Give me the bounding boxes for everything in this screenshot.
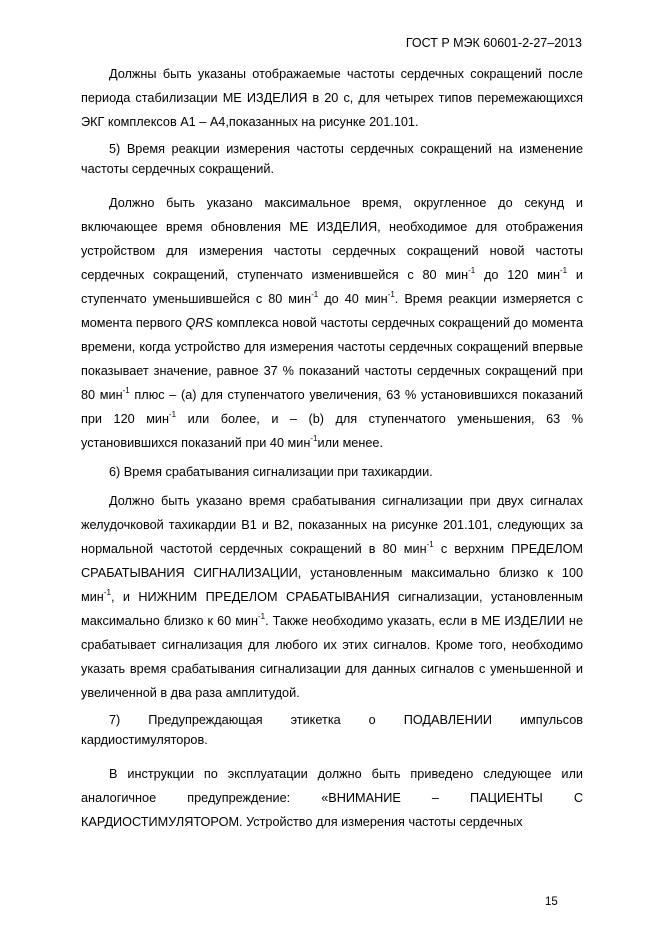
qrs-term: QRS (185, 316, 214, 330)
document-body (81, 62, 583, 839)
paragraph-response-time: Должно быть указано максимальное время, округленное до секунд и включающее время обновления МЕ ИЗДЕЛИЯ, необходимое для отображения устройством для измерения частоты сердечных сокращений новой частоты сердечных сокращений, ступенчато изменившейся с 80 мин$^{-1}$ до 120 мин$^{-1}$ и ступенчато уменьшившейся с 80 мин$^{-1}$ до 40 мин$^{-1}$. Время реакции измеряется с момента первого QRS комплекса новой частоты сердечных сокращений до момента времени, когда устройство для измерения частоты сердечных сокращений впервые показывает значение, равное 37 % показаний частоты сердечных сокращений при 80 мин$^{-1}$ плюс – (а) для ступенчатого увеличения, 63 % установившихся показаний при 120 мин$^{-1}$ или более, и – (b) для ступенчатого уменьшения, 63 % установившихся показаний при 40 мин$^{-1}$или менее. (81, 196, 584, 450)
heading-response-time: 5) Время реакции измерения частоты сердечных сокращений на изменение частоты сердечных сокращений. (81, 142, 583, 176)
heading-pacemaker-warning: 7) Предупреждающая этикетка о ПОДАВЛЕНИИ импульсов кардиостимуляторов. (81, 713, 583, 747)
paragraph-displayed-rates: Должны быть указаны отображаемые частоты сердечных сокращений после периода стабилизации МЕ ИЗДЕЛИЯ в 20 с, для четырех типов перемежающихся ЭКГ комплексов А1 – А4,показанных на рисунке 201.101. (81, 67, 583, 129)
page-number: 15 (545, 896, 558, 908)
heading-tachycardia-alarm: 6) Время срабатывания сигнализации при тахикардии. (109, 465, 433, 479)
paragraph-pacemaker-warning: В инструкции по эксплуатации должно быть приведено следующее или аналогичное предупреждение: «ВНИМАНИЕ – ПАЦИЕНТЫ С КАРДИОСТИМУЛЯТОРОМ. Устройство для измерения частоты сердечных (81, 767, 583, 829)
paragraph-tachycardia-alarm: Должно быть указано время срабатывания сигнализации при двух сигналах желудочковой тахикардии В1 и В2, показанных на рисунке 201.101, следующих за нормальной частотой сердечных сокращений в 80 мин$^{-1}$ с верхним ПРЕДЕЛОМ СРАБАТЫВАНИЯ СИГНАЛИЗАЦИИ, установленным максимально близко к 100 мин$^{-1}$, и НИЖНИМ ПРЕДЕЛОМ СРАБАТЫВАНИЯ сигнализации, установленным максимально близко к 60 мин$^{-1}$. Также необходимо указать, если в МЕ ИЗДЕЛИИ не срабатывает сигнализация для любого их этих сигналов. Кроме того, необходимо указать время срабатывания сигнализации для данных сигналов с уменьшенной и увеличенной в два раза амплитудой. (81, 494, 584, 700)
document-header: ГОСТ Р МЭК 60601-2-27–2013 (405, 36, 582, 50)
